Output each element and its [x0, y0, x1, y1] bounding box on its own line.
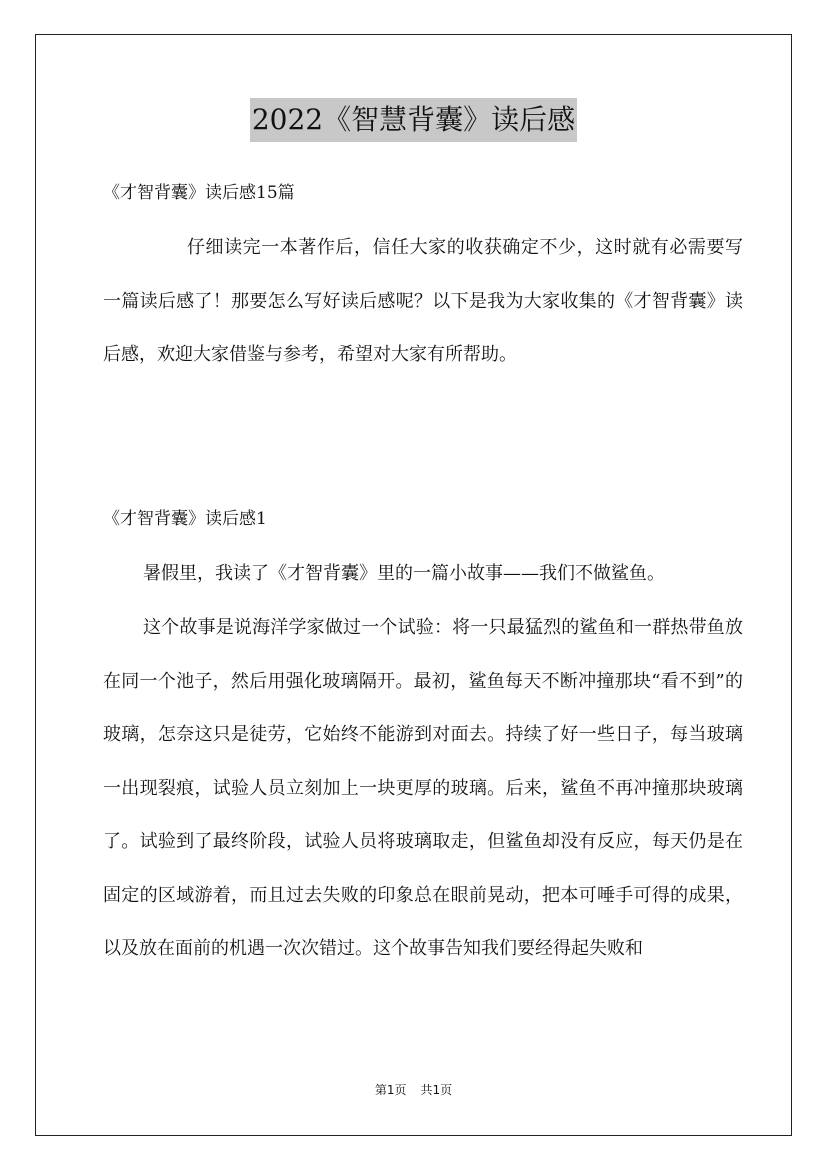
body-paragraph-2: 这个故事是说海洋学家做过一个试验：将一只最猛烈的鲨鱼和一群热带鱼放在同一个池子，然后用强化玻璃隔开。最初，鲨鱼每天不断冲撞那块“看不到”的玻璃，怎奈这只是徒劳，它始终不能游到对面去。持续了好一些日子，每当玻璃一出现裂痕，试验人员立刻加上一块更厚的玻璃。后来，鲨鱼不再冲撞那块玻璃了。试验到了最终阶段，试验人员将玻璃取走，但鲨鱼却没有反应，每天仍是在固定的区域游着，而且过去失败的印象总在眼前晃动，把本可唾手可得的成果，以及放在面前的机遇一次次错过。这个故事告知我们要经得起失败和 — [103, 617, 743, 959]
intro-paragraph: 仔细读完一本著作后，信任大家的收获确定不少，这时就有必需要写一篇读后感了！那要怎么写好读后感呢？以下是我为大家收集的《才智背囊》读后感，欢迎大家借鉴与参考，希望对大家有所帮助。 — [103, 237, 743, 365]
body-paragraph-1: 暑假里，我读了《才智背囊》里的一篇小故事——我们不做鲨鱼。 — [143, 563, 665, 584]
document-title: 2022《智慧背囊》读后感 — [250, 98, 577, 142]
page-total: 共1页 — [420, 1083, 453, 1097]
document-subtitle: 《才智背囊》读后感15篇 — [103, 183, 295, 203]
page-number: 第1页 — [374, 1083, 407, 1097]
page-footer — [0, 1082, 827, 1098]
section-heading: 《才智背囊》读后感1 — [103, 509, 267, 529]
title-container — [0, 98, 827, 142]
